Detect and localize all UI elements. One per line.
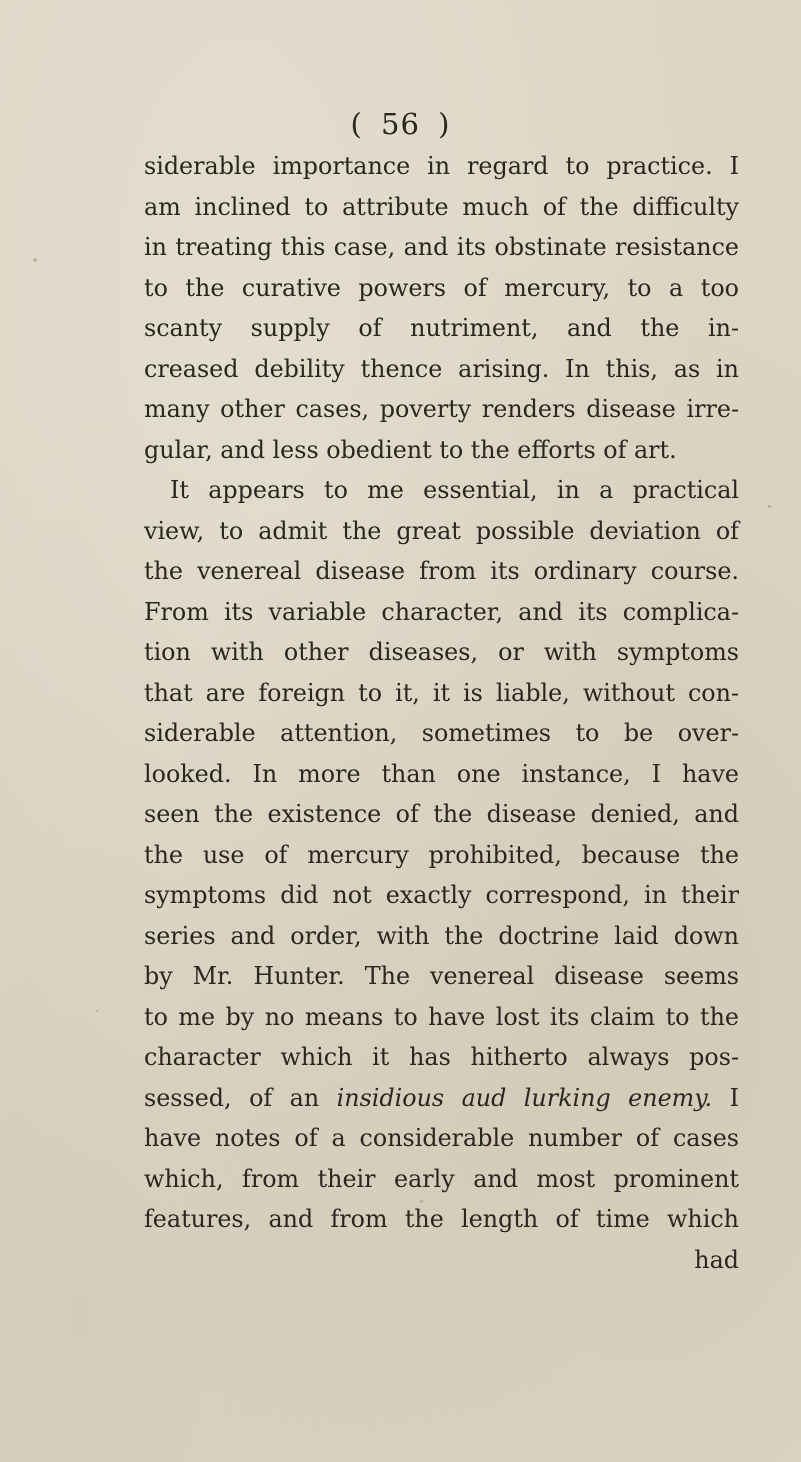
text-line: by Mr. Hunter. The venereal disease seems <box>144 962 739 990</box>
text-line: scanty supply of nutriment, and the in- <box>144 314 739 342</box>
catchword: had <box>694 1245 739 1274</box>
text-line: symptoms did not exactly correspond, in their <box>144 881 739 909</box>
text-line: looked. In more than one instance, I have <box>144 759 739 788</box>
text-line: view, to admit the great possible deviation of <box>144 516 739 545</box>
paren-close: ) <box>438 107 451 141</box>
text-line: that are foreign to it, it is liable, without con- <box>144 678 739 707</box>
text-line: seen the existence of the disease denied, and <box>144 800 739 828</box>
text-line: features, and from the length of time which <box>144 1205 739 1233</box>
text-line: series and order, with the doctrine laid down <box>144 921 739 950</box>
paper-speck <box>33 258 37 262</box>
text-line: It appears to me essential, in a practical <box>170 476 739 504</box>
text-line: the use of mercury prohibited, because the <box>144 840 739 869</box>
text-line-with-italic <box>144 1078 739 1119</box>
text-line: siderable attention, sometimes to be over- <box>144 719 739 747</box>
text-line: the venereal disease from its ordinary course. <box>144 557 739 585</box>
paper-speck <box>768 505 771 508</box>
text-line: am inclined to attribute much of the difficulty <box>144 192 739 221</box>
text-line: to me by no means to have lost its claim to the <box>144 1002 739 1031</box>
text-line: gular, and less obedient to the efforts of art. <box>144 435 677 464</box>
body-text <box>144 146 739 1280</box>
text-line: tion with other diseases, or with symptoms <box>144 638 739 666</box>
paper-speck <box>96 1010 98 1012</box>
text-line: siderable importance in regard to practice. I <box>144 152 739 180</box>
paper-speck <box>420 1200 423 1203</box>
text-segment: sessed, of an <box>144 1083 320 1112</box>
page-number: 56 <box>381 107 420 141</box>
page-number-header <box>0 104 801 144</box>
text-line: in treating this case, and its obstinate resistance <box>144 233 739 261</box>
text-line: which, from their early and most prominent <box>144 1164 739 1193</box>
text-line: character which it has hitherto always pos- <box>144 1043 739 1071</box>
text-line: From its variable character, and its complica- <box>144 597 739 626</box>
text-line: to the curative powers of mercury, to a too <box>144 273 739 302</box>
text-line: have notes of a considerable number of cases <box>144 1124 739 1152</box>
text-line: many other cases, poverty renders disease irre- <box>144 395 739 423</box>
paren-open: ( <box>350 107 363 141</box>
italic-phrase: insidious aud lurking enemy. <box>336 1083 713 1112</box>
text-segment: I <box>729 1083 739 1112</box>
text-line: creased debility thence arising. In this, as in <box>144 354 739 383</box>
